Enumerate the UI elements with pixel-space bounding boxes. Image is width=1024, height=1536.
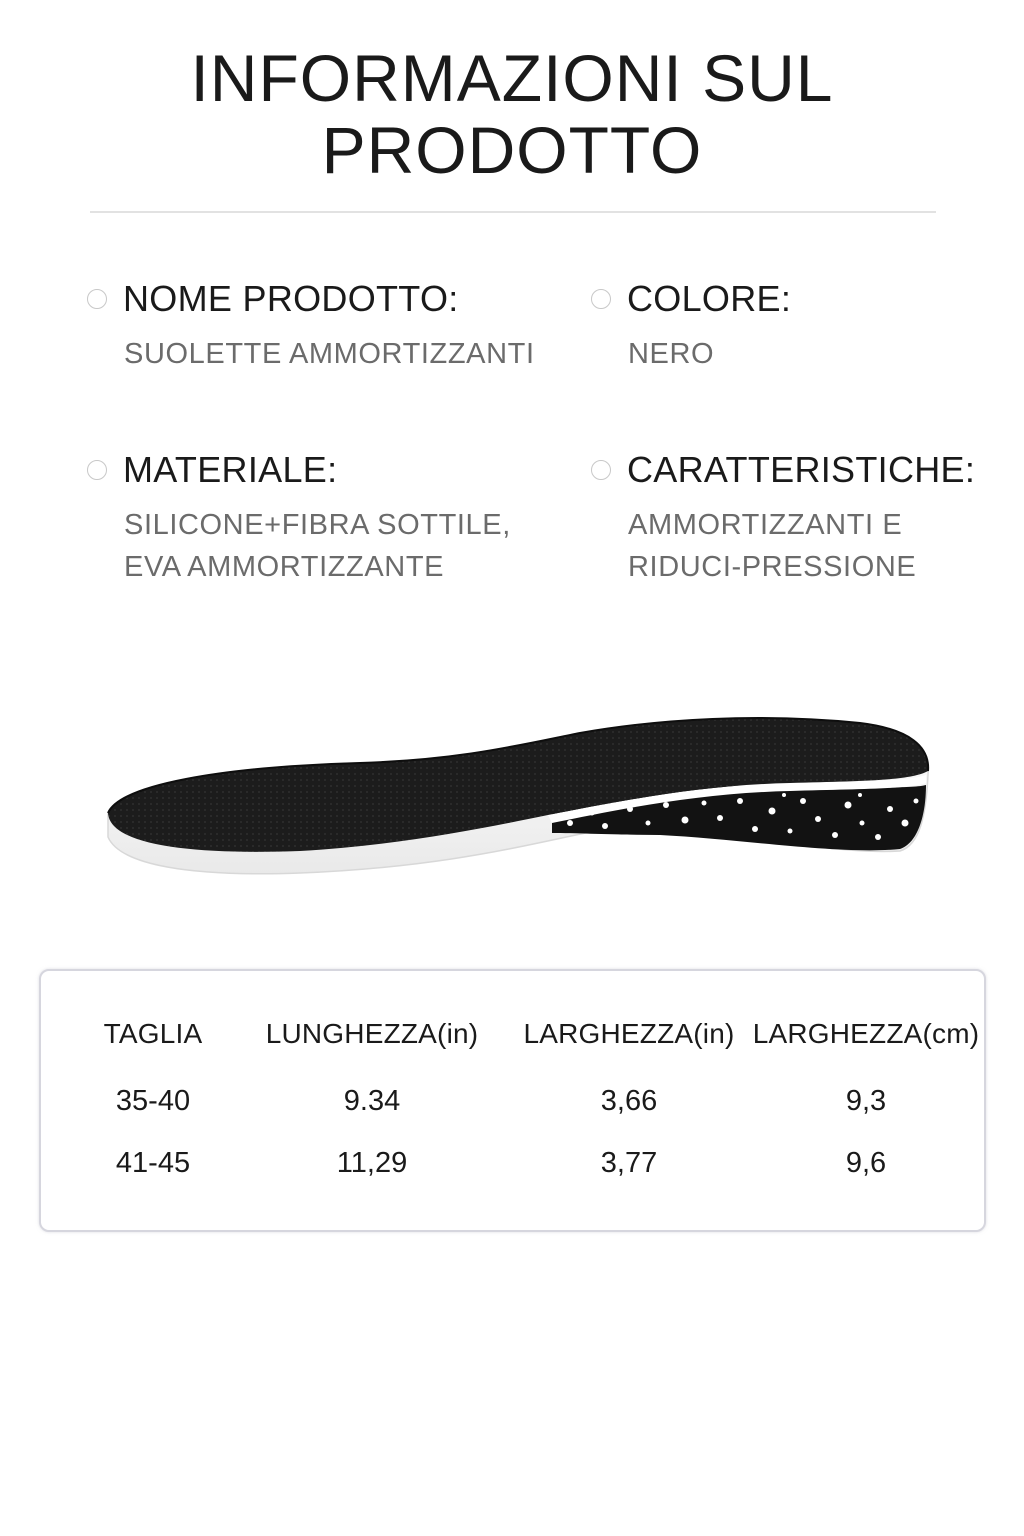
table-cell: 9,6 (845, 1147, 887, 1179)
size-table (39, 969, 986, 1232)
table-header-width-in: LARGHEZZA(in) (523, 1018, 735, 1049)
table-header-size: TAGLIA (103, 1018, 203, 1049)
table-cell: 3,66 (600, 1085, 658, 1117)
product-name-value-line: SUOLETTE AMMORTIZZANTI (124, 338, 535, 370)
table-header-width-cm: LARGHEZZA(cm) (752, 1018, 980, 1049)
product-name-value (124, 333, 535, 375)
table-cell: 41-45 (115, 1147, 191, 1179)
table-header-length-in: LUNGHEZZA(in) (265, 1018, 479, 1049)
table-cell: 11,29 (336, 1147, 408, 1179)
table-cell: 9.34 (343, 1085, 401, 1117)
material-value-line-1: SILICONE+FIBRA SOTTILE, (124, 509, 511, 541)
table-cell: 9,3 (845, 1085, 887, 1117)
title-divider (90, 211, 936, 213)
circle-bullet-icon (87, 460, 107, 480)
circle-bullet-icon (591, 289, 611, 309)
color-label: COLORE: (627, 278, 792, 319)
color-value-line: NERO (628, 338, 715, 370)
features-value-line-2: RIDUCI-PRESSIONE (628, 551, 917, 583)
material-value-line-2: EVA AMMORTIZZANTE (124, 551, 445, 583)
material-value (124, 504, 511, 588)
page-title-line-2: PRODOTTO (321, 113, 703, 187)
material-label: MATERIALE: (123, 449, 338, 490)
features-value-line-1: AMMORTIZZANTI E (628, 509, 903, 541)
insole-product-image (100, 705, 940, 895)
page-title (0, 42, 1024, 186)
circle-bullet-icon (591, 460, 611, 480)
product-name-label: NOME PRODOTTO: (123, 278, 459, 319)
features-value (628, 504, 916, 588)
table-cell: 35-40 (115, 1085, 191, 1117)
features-label: CARATTERISTICHE: (627, 449, 976, 490)
insole-illustration (100, 705, 940, 895)
circle-bullet-icon (87, 289, 107, 309)
color-value (628, 333, 714, 375)
page-title-line-1: INFORMAZIONI SUL (190, 41, 834, 115)
table-cell: 3,77 (600, 1147, 658, 1179)
